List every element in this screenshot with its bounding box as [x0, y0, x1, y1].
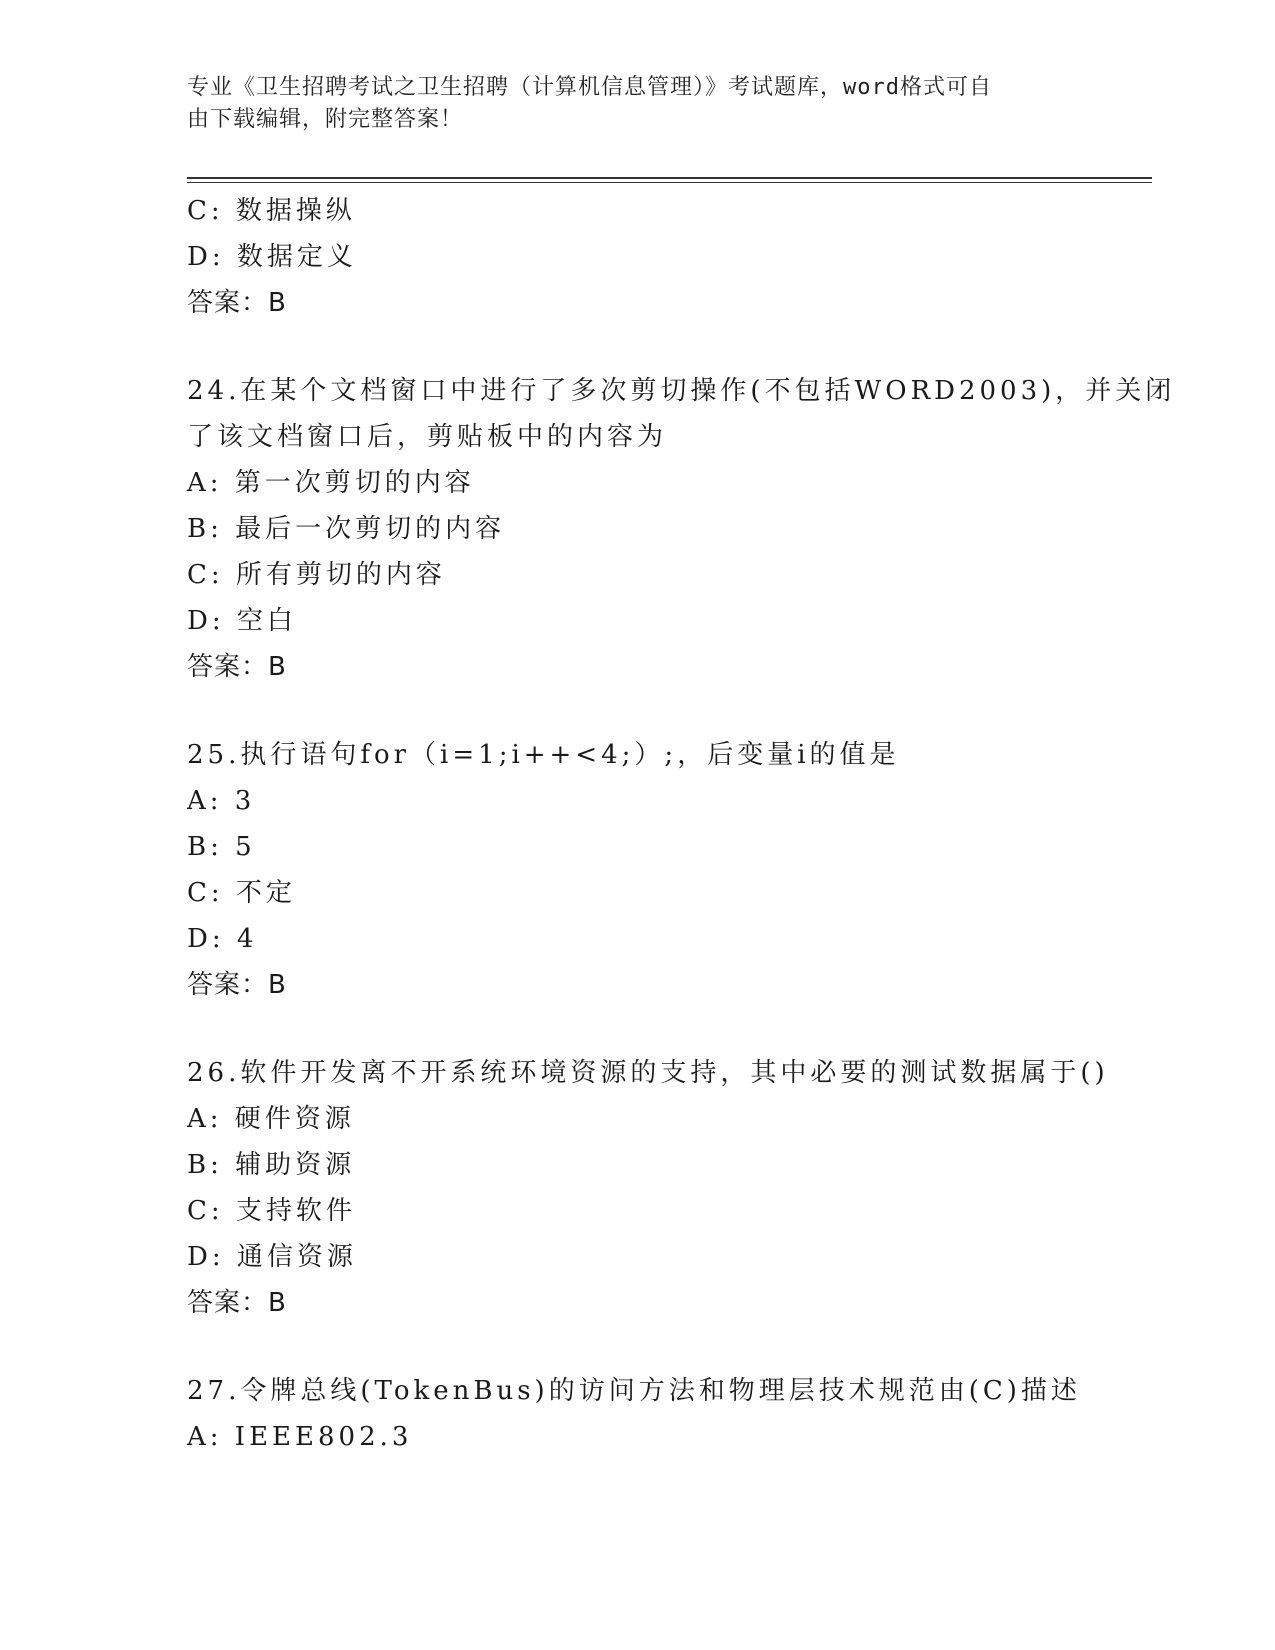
- question-text: 24.在某个文档窗口中进行了多次剪切操作(不包括WORD2003)，并关闭: [187, 376, 1176, 406]
- header-line-2: 由下载编辑，附完整答案！: [187, 107, 464, 132]
- answer-line: 答案：B: [187, 288, 287, 318]
- option-d: D: 数据定义: [187, 242, 357, 272]
- option-b: B: 最后一次剪切的内容: [187, 514, 506, 544]
- option-b: B: 辅助资源: [187, 1150, 356, 1180]
- option-c: C: 所有剪切的内容: [187, 560, 446, 590]
- question-text: 27.令牌总线(TokenBus)的访问方法和物理层技术规范由(C)描述: [187, 1376, 1081, 1406]
- question-block-25: [187, 732, 1147, 1008]
- option-a: A: 3: [187, 786, 256, 816]
- question-text: 26.软件开发离不开系统环境资源的支持，其中必要的测试数据属于(): [187, 1058, 1109, 1088]
- option-c: C: 数据操纵: [187, 196, 356, 226]
- header-divider-thin: [187, 182, 1152, 183]
- question-text: 25.执行语句for（i=1;i++<4;）;，后变量i的值是: [187, 740, 900, 770]
- header-divider: [187, 177, 1152, 179]
- page-header: [187, 72, 1067, 136]
- question-block-23: [187, 188, 1147, 326]
- option-a: A: IEEE802.3: [187, 1422, 413, 1452]
- question-list: [187, 188, 1176, 1460]
- header-line-1: 专业《卫生招聘考试之卫生招聘（计算机信息管理）》考试题库，word格式可自: [187, 75, 992, 100]
- question-block-24: [187, 368, 1176, 690]
- option-c: C: 支持软件: [187, 1196, 356, 1226]
- answer-line: 答案：B: [187, 970, 287, 1000]
- option-d: D: 空白: [187, 606, 297, 636]
- question-text-continued: 了该文档窗口后，剪贴板中的内容为: [187, 422, 668, 452]
- question-block-26: [187, 1050, 1147, 1326]
- option-b: B: 5: [187, 832, 256, 862]
- option-a: A: 硬件资源: [187, 1104, 355, 1134]
- option-c: C: 不定: [187, 878, 296, 908]
- answer-line: 答案：B: [187, 652, 287, 682]
- option-d: D: 4: [187, 924, 258, 954]
- option-a: A: 第一次剪切的内容: [187, 468, 475, 498]
- question-block-27: [187, 1368, 1147, 1460]
- option-d: D: 通信资源: [187, 1242, 357, 1272]
- answer-line: 答案：B: [187, 1288, 287, 1318]
